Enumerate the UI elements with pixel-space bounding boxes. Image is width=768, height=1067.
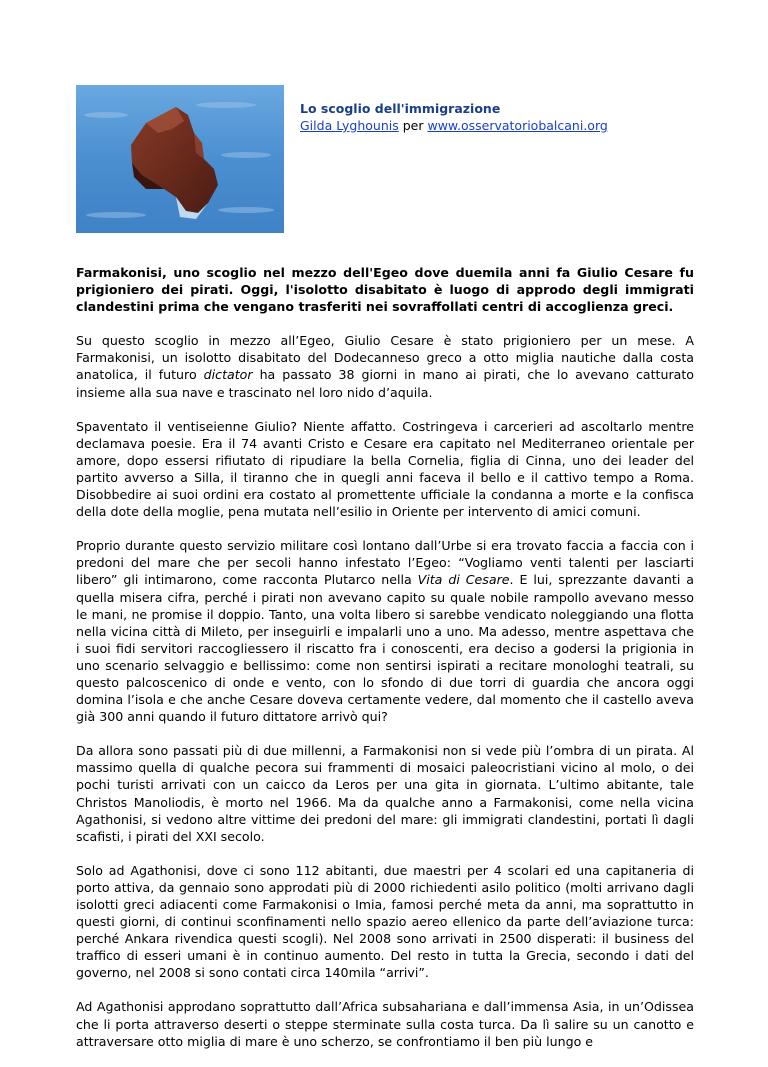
article-header (300, 100, 608, 134)
paragraph-6: Ad Agathonisi approdano soprattutto dall’Africa subsahariana e dall’immensa Asia, in un’Odissea che li porta attraverso deserti o steppe sterminate sulla costa turca. Da lì salire su un canotto e attraversare otto miglia di mare è uno scherzo, se confrontiamo il ben più lungo e (76, 999, 694, 1049)
paragraph-3: Proprio durante questo servizio militare così lontano dall’Urbe si era trovato faccia a faccia con i predoni del mare che per secoli hanno infestato l’Egeo: “Vogliamo venti talenti per lasciarti libero” gli intimarono, come racconta Plutarco nella Vita di Cesare. E lui, sprezzante davanti a quella misera cifra, perché i pirati non avevano capito su quale nobile rampollo avevano messo le mani, ne promise il doppio. Tanto, una volta libero si sarebbe vendicato noleggiando una flotta nella vicina città di Mileto, per inseguirli e impalarli uno a uno. Ma adesso, mentre aspettava che i suoi fidi servitori raccogliessero il riscatto fra i conoscenti, era deciso a godersi la prigionia in uno scenario selvaggio e bellissimo: come non sentirsi ispirati a recitare monologhi teatrali, su questo palcoscenico di onde e vento, con lo sfondo di due torri di guardia che ancora oggi domina l’isola e che anche Cesare doveva certamente vedere, dal momento che il castello aveva già 300 anni quando il futuro dittatore arrivò qui? (76, 538, 694, 725)
paragraph-4: Da allora sono passati più di due millenni, a Farmakonisi non si vede più l’ombra di un pirata. Al massimo quella di qualche pecora sui frammenti di mosaici paleocristiani vicino al molo, o dei pochi turisti arrivati con un caicco da Leros per una gita in giornata. L’ultimo abitante, tale Christos Manoliodis, è morto nel 1966. Ma da qualche anno a Farmakonisi, come nella vicina Agathonisi, si vedono altre vittime dei predoni del mare: gli immigrati clandestini, portati lì dagli scafisti, i pirati del XXI secolo. (76, 743, 694, 844)
rocky-island-photo (76, 85, 284, 233)
author-link[interactable]: Gilda Lyghounis (300, 118, 399, 133)
lead-paragraph: Farmakonisi, uno scoglio nel mezzo dell'Egeo dove duemila anni fa Giulio Cesare fu prigioniero dei pirati. Oggi, l'isolotto disabitato è luogo di approdo degli immigrati clandestini prima che vengano trasferiti nei sovraffollati centri di accoglienza greci. (76, 265, 694, 315)
article-body (76, 264, 694, 1067)
dictator-emphasis: dictator (203, 367, 253, 383)
source-link[interactable]: www.osservatoriobalcani.org (427, 118, 608, 133)
paragraph-1: Su questo scoglio in mezzo all’Egeo, Giulio Cesare è stato prigioniero per un mese. A Farmakonisi, un isolotto disabitato del Dodecanneso greco a otto miglia nautiche dalla costa anatolica, il futuro dictator ha passato 38 giorni in mano ai pirati, che lo avevano catturato insieme alla sua nave e trascinato nel loro nido d’aquila. (76, 333, 694, 400)
paragraph-5: Solo ad Agathonisi, dove ci sono 112 abitanti, due maestri per 4 scolari ed una capitaneria di porto attiva, da gennaio sono approdati più di 2000 richiedenti asilo politico (molti arrivano dagli isolotti greci adiacenti come Farmakonisi o Imia, famosi perché meta da anni, ma soprattutto in questi giorni, di continui sconfinamenti nello spazio aereo ellenico da parte dell’aviazione turca: perché Ankara rivendica questi scogli). Nel 2008 sono arrivati in 2500 disperati: il business del traffico di esseri umani è in continuo aumento. Del resto in tutta la Grecia, secondo i dati del governo, nel 2008 si sono contati circa 140mila “arrivi”. (76, 862, 694, 981)
vita-di-cesare-emphasis: Vita di Cesare (417, 572, 510, 588)
article-title: Lo scoglio dell'immigrazione (300, 101, 501, 116)
byline (300, 117, 608, 134)
byline-separator: per (398, 118, 428, 133)
paragraph-2: Spaventato il ventiseienne Giulio? Niente affatto. Costringeva i carcerieri ad ascoltarlo mentre declamava poesie. Era il 74 avanti Cristo e Cesare era capitato nel Mediterraneo orientale per amore, dopo essersi rifiutato di ripudiare la bella Cornelia, figlia di Cinna, uno dei leader del partito avverso a Silla, il tiranno che in quegli anni faceva il bello e il cattivo tempo a Roma. Disobbedire ai suoi ordini era costato al promettente ufficiale la condanna a morte e la confisca della dote della moglie, pena mutata nell’esilio in Oriente per intervento di amici comuni. (76, 418, 694, 520)
